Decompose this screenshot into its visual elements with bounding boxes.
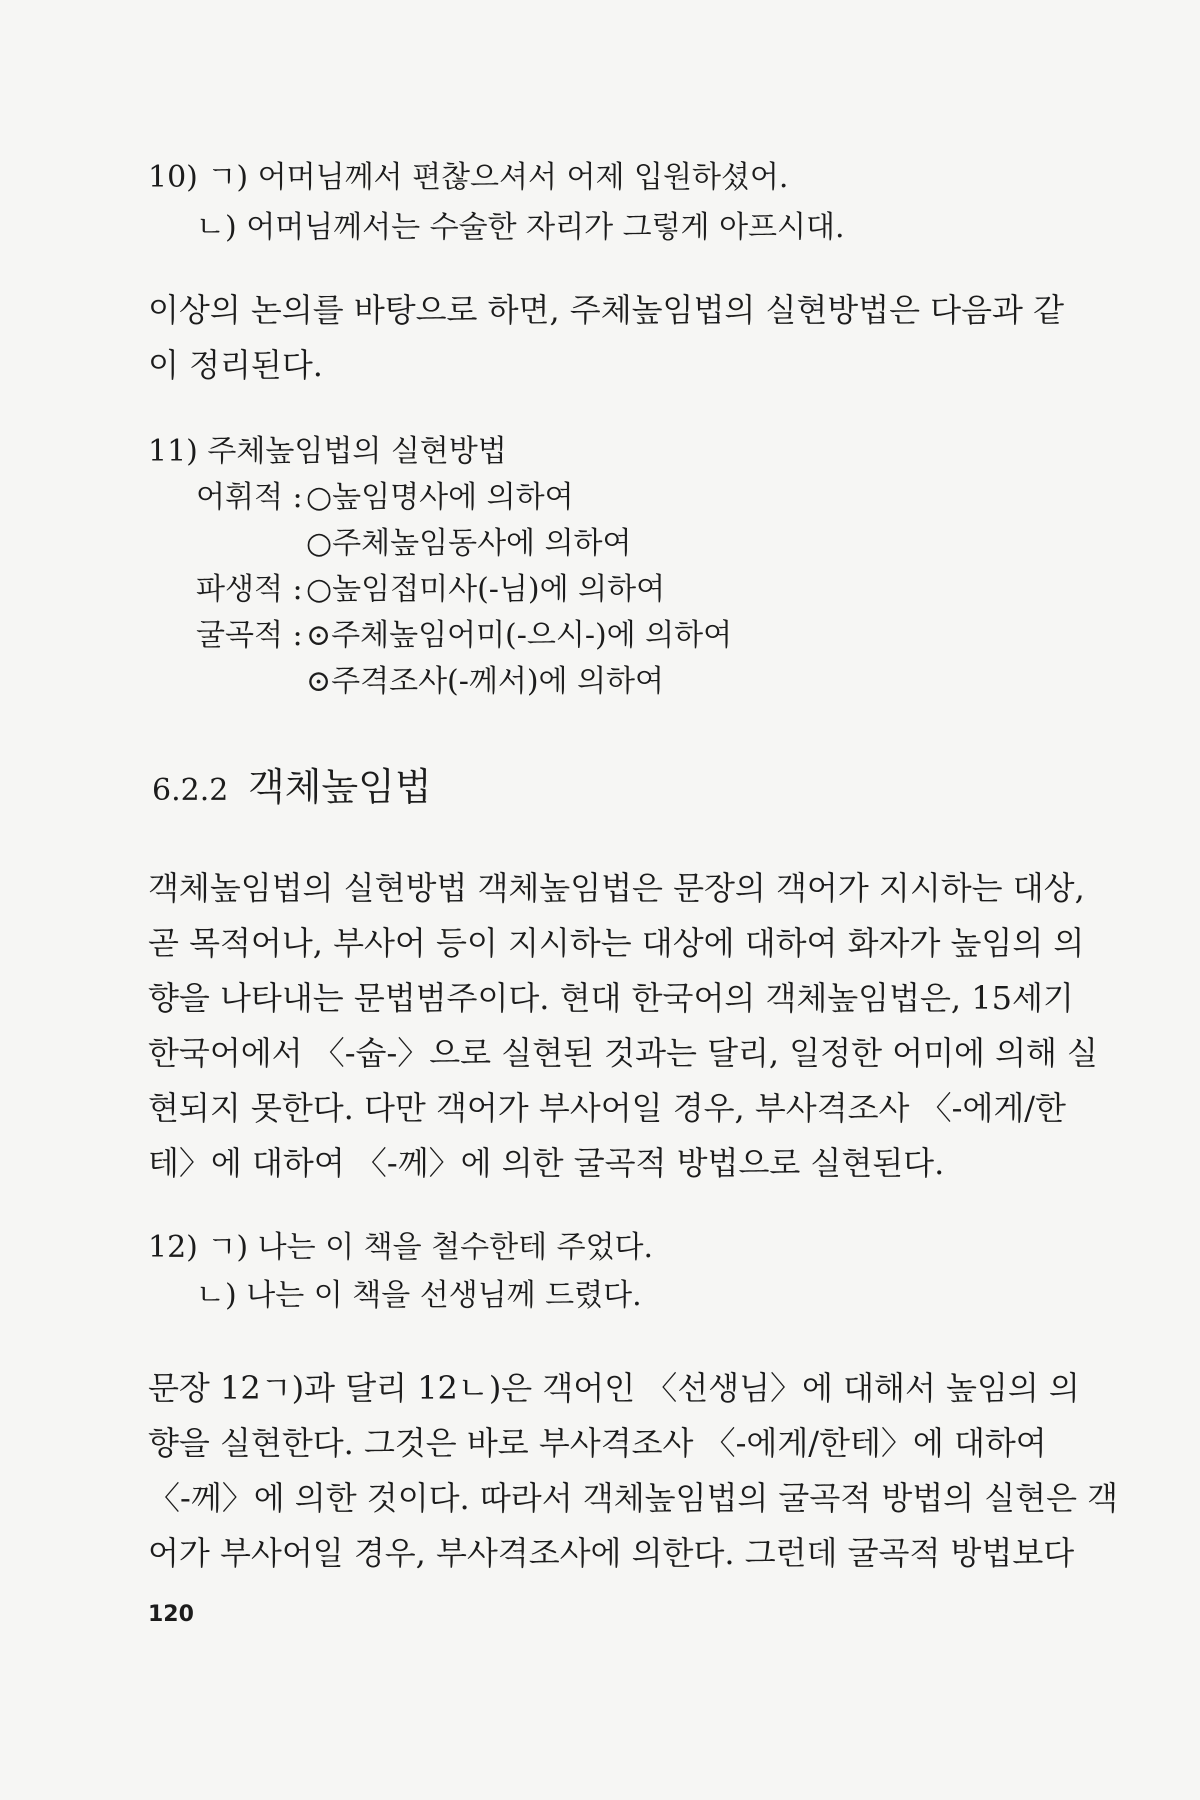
inflectional-item: ⊙주격조사(-께서)에 의하여 xyxy=(306,664,665,699)
paragraph-3-line: 〈-께〉에 의한 것이다. 따라서 객체높임법의 굴곡적 방법의 실현은 객 xyxy=(148,1479,1119,1517)
paragraph-3-line: 어가 부사어일 경우, 부사격조사에 의한다. 그런데 굴곡적 방법보다 xyxy=(148,1534,1075,1572)
paragraph-1-line: 이 정리된다. xyxy=(148,346,323,384)
paragraph-1-line: 이상의 논의를 바탕으로 하면, 주체높임법의 실현방법은 다음과 같 xyxy=(148,291,1065,329)
lexical-item: ○주체높임동사에 의하여 xyxy=(306,526,632,561)
example-11-inflectional-row xyxy=(196,616,732,656)
lexical-item: ○높임명사에 의하여 xyxy=(306,480,574,515)
paragraph-3-line: 문장 12ㄱ)과 달리 12ㄴ)은 객어인 〈선생님〉에 대해서 높임의 의 xyxy=(148,1369,1080,1407)
example-10-b: ㄴ) 어머님께서는 수술한 자리가 그렇게 아프시대. xyxy=(196,210,845,245)
lexical-label: 어휘적 : xyxy=(196,480,303,515)
section-title: 객체높임법 xyxy=(248,765,432,809)
paragraph-2-line: 향을 나타내는 문법범주이다. 현대 한국어의 객체높임법은, 15세기 xyxy=(148,979,1074,1017)
inflectional-label: 굴곡적 : xyxy=(196,618,303,653)
example-12-b: ㄴ) 나는 이 책을 선생님께 드렸다. xyxy=(196,1278,642,1313)
inflectional-item: ⊙주체높임어미(-으시-)에 의하여 xyxy=(306,618,733,653)
example-11-derivational-row xyxy=(196,570,665,610)
derivational-item: ○높임접미사(-님)에 의하여 xyxy=(306,572,666,607)
paragraph-2-line: 객체높임법의 실현방법 객체높임법은 문장의 객어가 지시하는 대상, xyxy=(148,869,1085,907)
paragraph-2-line: 곧 목적어나, 부사어 등이 지시하는 대상에 대하여 화자가 높임의 의 xyxy=(148,924,1085,962)
paragraph-2-line: 한국어에서 〈-숩-〉으로 실현된 것과는 달리, 일정한 어미에 의해 실 xyxy=(148,1034,1098,1072)
page-number: 120 xyxy=(148,1602,194,1627)
example-11-title: 11) 주체높임법의 실현방법 xyxy=(148,434,507,469)
section-number: 6.2.2 xyxy=(152,773,229,808)
example-12-a: 12) ㄱ) 나는 이 책을 철수한테 주었다. xyxy=(148,1230,654,1265)
example-10-a: 10) ㄱ) 어머님께서 편찮으셔서 어제 입원하셨어. xyxy=(148,160,789,195)
paragraph-2-line: 테〉에 대하여 〈-께〉에 의한 굴곡적 방법으로 실현된다. xyxy=(148,1144,945,1182)
example-11-lexical-row xyxy=(196,478,574,518)
paragraph-2-line: 현되지 못한다. 다만 객어가 부사어일 경우, 부사격조사 〈-에게/한 xyxy=(148,1089,1066,1127)
section-heading xyxy=(152,762,432,816)
paragraph-3-line: 향을 실현한다. 그것은 바로 부사격조사 〈-에게/한테〉에 대하여 xyxy=(148,1424,1047,1462)
derivational-label: 파생적 : xyxy=(196,572,303,607)
